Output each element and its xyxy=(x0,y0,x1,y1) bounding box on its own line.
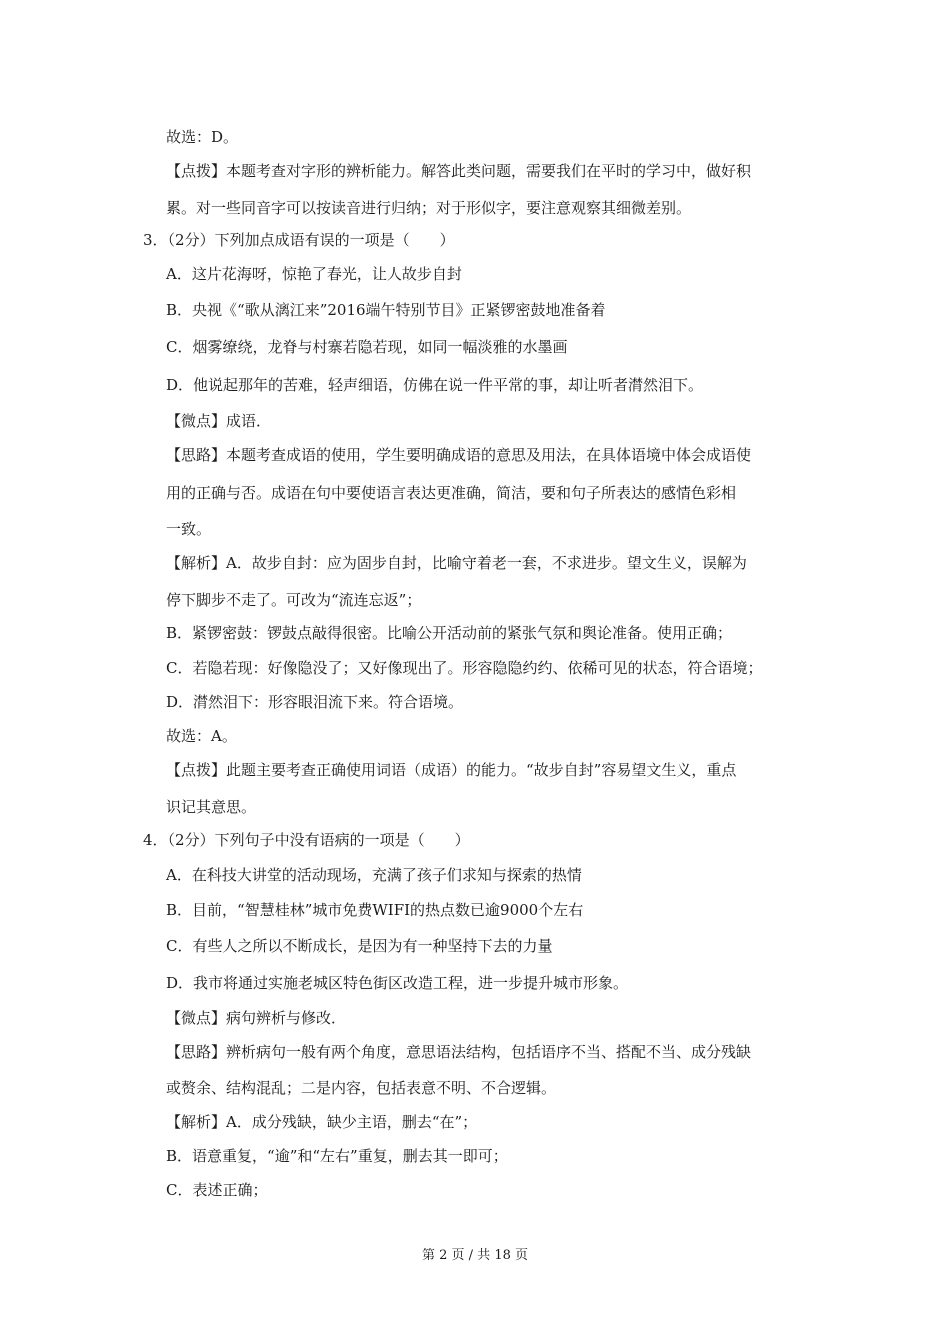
text-line: 一致。 xyxy=(166,520,212,538)
question-4-option-d: D．我市将通过实施老城区特色街区改造工程，进一步提升城市形象。 xyxy=(166,974,629,992)
text-line: 故选：D。 xyxy=(166,128,239,146)
question-4-option-c: C．有些人之所以不断成长，是因为有一种坚持下去的力量 xyxy=(166,937,553,955)
text-line: 【解析】A．成分残缺，缺少主语，删去“在”； xyxy=(166,1113,478,1131)
question-3-option-a: A．这片花海呀，惊艳了春光，让人故步自封 xyxy=(166,265,462,283)
text-line: D．潸然泪下：形容眼泪流下来。符合语境。 xyxy=(166,693,464,711)
question-4-option-b: B．目前，“智慧桂林”城市免费WIFI的热点数已逾9000个左右 xyxy=(166,901,584,919)
text-line: 故选：A。 xyxy=(166,727,237,745)
text-line: 【点拨】本题考查对字形的辨析能力。解答此类问题，需要我们在平时的学习中，做好积 xyxy=(166,162,752,180)
text-line: C．若隐若现：好像隐没了；又好像现出了。形容隐隐约约、依稀可见的状态，符合语境； xyxy=(166,659,763,677)
question-4-stem: 4．（2分）下列句子中没有语病的一项是（ ） xyxy=(143,831,470,849)
question-3-option-d: D．他说起那年的苦难，轻声细语，仿佛在说一件平常的事，却让听者潸然泪下。 xyxy=(166,376,704,394)
text-line: 【思路】本题考查成语的使用，学生要明确成语的意思及用法，在具体语境中体会成语使 xyxy=(166,446,752,464)
text-line: 【点拨】此题主要考查正确使用词语（成语）的能力。“故步自封”容易望文生义，重点 xyxy=(166,761,737,779)
text-line: 或赘余、结构混乱；二是内容，包括表意不明、不合逻辑。 xyxy=(166,1079,557,1097)
text-line: 累。对一些同音字可以按读音进行归纳；对于形似字，要注意观察其细微差别。 xyxy=(166,199,692,217)
text-line: 【微点】成语． xyxy=(166,412,272,430)
question-3-option-c: C．烟雾缭绕，龙脊与村寨若隐若现，如同一幅淡雅的水墨画 xyxy=(166,338,568,356)
text-line: C．表述正确； xyxy=(166,1181,268,1199)
text-line: B．紧锣密鼓：锣鼓点敲得很密。比喻公开活动前的紧张气氛和舆论准备。使用正确； xyxy=(166,624,733,642)
page-number: 第 2 页 / 共 18 页 xyxy=(422,1248,528,1263)
question-4-option-a: A．在科技大讲堂的活动现场，充满了孩子们求知与探索的热情 xyxy=(166,866,582,884)
text-line: 【思路】辨析病句一般有两个角度，意思语法结构，包括语序不当、搭配不当、成分残缺 xyxy=(166,1043,752,1061)
text-line: 【解析】A．故步自封：应为固步自封，比喻守着老一套，不求进步。望文生义，误解为 xyxy=(166,554,747,572)
question-3-stem: 3．（2分）下列加点成语有误的一项是（ ） xyxy=(143,231,455,249)
question-3-option-b: B．央视《“歌从漓江来”2016端午特别节目》正紧锣密鼓地准备着 xyxy=(166,301,606,319)
text-line: 【微点】病句辨析与修改． xyxy=(166,1009,347,1027)
text-line: 用的正确与否。成语在句中要使语言表达更准确，简洁，要和句子所表达的感情色彩相 xyxy=(166,484,737,502)
text-line: 识记其意思。 xyxy=(166,798,257,816)
text-line: 停下脚步不走了。可改为“流连忘返”； xyxy=(166,591,422,609)
text-line: B．语意重复，“逾”和“左右”重复，删去其一即可； xyxy=(166,1147,508,1165)
